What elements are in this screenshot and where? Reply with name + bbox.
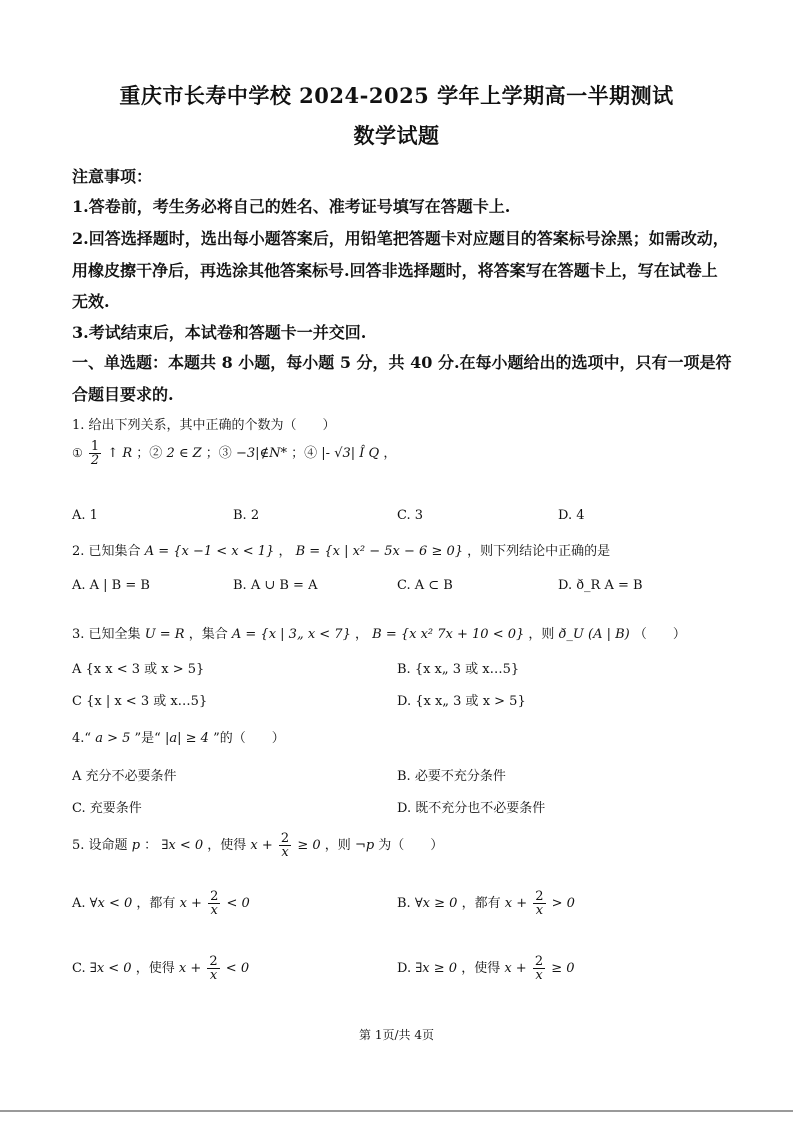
q1-sep-3: ；④ bbox=[291, 446, 318, 461]
q1-end: ， bbox=[383, 446, 397, 461]
notice-item-2-line-2: 用橡皮擦干净后，再选涂其他答案标号.回答非选择题时，将答案写在答题卡上，写在试卷上 bbox=[72, 261, 718, 280]
q5-option-d-ineq: ≥ 0 bbox=[551, 961, 575, 976]
q5-option-a bbox=[72, 890, 250, 917]
q3-sep: ， bbox=[355, 627, 369, 642]
q1-option-d: D. 4 bbox=[558, 508, 585, 523]
q5-option-a-label: A. bbox=[72, 896, 86, 911]
q5-option-a-quantifier: ∀x < 0 bbox=[89, 896, 133, 911]
q5-frac-num: 2 bbox=[280, 831, 290, 846]
q1-relation-1: ↑ R bbox=[107, 446, 133, 461]
q5-option-c-den: x bbox=[209, 968, 218, 983]
q5-option-b-label: B. bbox=[397, 896, 411, 911]
q1-fraction bbox=[89, 440, 101, 467]
q5-option-a-ineq: < 0 bbox=[226, 896, 250, 911]
q5-inequality: ≥ 0 bbox=[297, 838, 321, 853]
q3-stem-b: ，集合 bbox=[188, 627, 228, 642]
q2-set-b: B = {x | x² − 5x − 6 ≥ 0} bbox=[295, 544, 464, 559]
q1-sep-2: ；③ bbox=[205, 446, 232, 461]
q3-option-c: C {x | x < 3 或 x…5} bbox=[72, 694, 208, 709]
q4-stem-a: 4.“ bbox=[72, 731, 92, 746]
q3-paren: （ ） bbox=[633, 627, 686, 642]
notice-item-3: 3.考试结束后，本试卷和答题卡一并交回. bbox=[72, 323, 367, 342]
q5-option-d bbox=[397, 955, 575, 982]
q2-option-b: B. A ∪ B = A bbox=[233, 578, 318, 593]
q5-option-c-num: 2 bbox=[209, 954, 218, 969]
q3-set-b: B = {x x² 7x + 10 < 0} bbox=[372, 627, 525, 642]
q1-sep-1: ；② bbox=[136, 446, 163, 461]
q1-frac-num: 1 bbox=[90, 439, 100, 454]
q2-stem-b: ，则下列结论中正确的是 bbox=[467, 544, 611, 559]
q2-sep: ， bbox=[278, 544, 292, 559]
q3-expression: ð_U (A | B) bbox=[558, 627, 630, 642]
q5-option-c-quantifier: ∃x < 0 bbox=[89, 961, 132, 976]
q1-option-b: B. 2 bbox=[233, 508, 260, 523]
exam-title: 重庆市长寿中学校 2024-2025 学年上学期高一半期测试 bbox=[119, 83, 674, 108]
q2-option-d: D. ð_R A = B bbox=[558, 578, 643, 593]
page-number: 第 1页/共 4页 bbox=[359, 1028, 434, 1042]
q3-universal-set: U = R bbox=[144, 627, 185, 642]
exam-subtitle: 数学试题 bbox=[353, 123, 440, 148]
q4-stem bbox=[72, 727, 285, 746]
q5-option-b-quantifier: ∀x ≥ 0 bbox=[414, 896, 458, 911]
notice-heading: 注意事项： bbox=[72, 167, 153, 186]
q5-option-a-mid: ，都有 bbox=[136, 896, 176, 911]
q4-stem-c: ”的（ ） bbox=[213, 731, 285, 746]
q4-stem-b: ”是“ bbox=[134, 731, 161, 746]
q4-option-c: C. 充要条件 bbox=[72, 801, 142, 816]
q5-option-a-num: 2 bbox=[210, 889, 219, 904]
q1-circle-1: ① bbox=[72, 446, 83, 460]
q3-set-a: A = {x | 3„ x < 7} bbox=[231, 627, 351, 642]
bottom-divider bbox=[0, 1110, 793, 1112]
q5-option-b-fraction bbox=[533, 890, 545, 917]
q5-option-b-x: x + bbox=[504, 896, 528, 911]
q4-option-b: B. 必要不充分条件 bbox=[397, 769, 506, 784]
q5-option-b-num: 2 bbox=[535, 889, 544, 904]
q5-option-c-mid: ，使得 bbox=[135, 961, 175, 976]
q2-stem-a: 2. 已知集合 bbox=[72, 544, 141, 559]
q5-option-a-den: x bbox=[210, 903, 218, 918]
q2-set-a: A = {x −1 < x < 1} bbox=[144, 544, 275, 559]
q4-option-a: A 充分不必要条件 bbox=[72, 769, 177, 784]
notice-item-1: 1.答卷前，考生务必将自己的姓名、准考证号填写在答题卡上. bbox=[72, 197, 511, 216]
q5-option-b-ineq: > 0 bbox=[551, 896, 575, 911]
q2-option-a: A. A | B = B bbox=[72, 578, 150, 593]
q5-option-d-mid: ，使得 bbox=[461, 961, 501, 976]
q5-option-d-fraction bbox=[533, 955, 545, 982]
q5-negation: ¬p bbox=[354, 838, 375, 853]
q5-option-c bbox=[72, 955, 249, 982]
q5-option-d-quantifier: ∃x ≥ 0 bbox=[415, 961, 458, 976]
q4-condition-2: |a| ≥ 4 bbox=[164, 731, 209, 746]
q5-option-d-label: D. bbox=[397, 961, 412, 976]
q5-option-d-den: x bbox=[535, 968, 543, 983]
q5-proposition-p: p bbox=[131, 838, 141, 853]
q1-stem: 1. 给出下列关系，其中正确的个数为（ ） bbox=[72, 418, 336, 433]
q3-stem-c: ，则 bbox=[528, 627, 555, 642]
section-heading-line-2: 合题目要求的. bbox=[72, 385, 174, 404]
q2-option-c: C. A ⊂ B bbox=[397, 578, 453, 593]
q5-option-d-num: 2 bbox=[534, 954, 544, 969]
q1-frac-den: 2 bbox=[90, 453, 100, 468]
q5-option-c-ineq: < 0 bbox=[225, 961, 250, 976]
q5-option-b-den: x bbox=[535, 903, 544, 918]
q5-stem-d: ，则 bbox=[324, 838, 351, 853]
q5-condition: ∃x < 0 bbox=[161, 838, 204, 853]
q1-relations bbox=[72, 440, 396, 467]
notice-item-2-line-1: 2.回答选择题时，选出每小题答案后，用铅笔把答题卡对应题目的答案标号涂黑；如需改动， bbox=[72, 229, 729, 248]
q3-option-b: B. {x x„ 3 或 x…5} bbox=[397, 662, 520, 677]
q5-stem bbox=[72, 832, 443, 859]
q5-stem-a: 5. 设命题 bbox=[72, 838, 128, 853]
q3-option-d: D. {x x„ 3 或 x > 5} bbox=[397, 694, 526, 709]
q4-option-d: D. 既不充分也不必要条件 bbox=[397, 801, 546, 816]
q5-stem-e: 为（ ） bbox=[378, 838, 444, 853]
q3-option-a: A {x x < 3 或 x > 5} bbox=[72, 662, 205, 677]
q1-relation-4: |- √3| Î Q bbox=[321, 446, 380, 461]
section-heading-line-1: 一、单选题：本题共 8 小题，每小题 5 分，共 40 分.在每小题给出的选项中，只有一项是符 bbox=[72, 353, 732, 372]
q5-option-c-fraction bbox=[207, 955, 219, 982]
q5-fraction bbox=[279, 832, 291, 859]
q5-option-c-x: x + bbox=[178, 961, 202, 976]
q5-stem-b: ： bbox=[144, 838, 158, 853]
q1-option-a: A. 1 bbox=[72, 508, 98, 523]
q5-option-b bbox=[397, 890, 575, 917]
q2-stem bbox=[72, 540, 610, 559]
q4-condition-1: a > 5 bbox=[95, 731, 131, 746]
q5-option-b-mid: ，都有 bbox=[461, 896, 501, 911]
q3-stem-a: 3. 已知全集 bbox=[72, 627, 141, 642]
q5-option-a-x: x + bbox=[179, 896, 202, 911]
q3-stem bbox=[72, 623, 686, 642]
q1-relation-3: −3|∉N* bbox=[235, 446, 287, 461]
q5-stem-c: ，使得 bbox=[207, 838, 247, 853]
q1-option-c: C. 3 bbox=[397, 508, 424, 523]
q5-option-c-label: C. bbox=[72, 961, 86, 976]
q5-expr-x: x + bbox=[250, 838, 273, 853]
q5-option-d-x: x + bbox=[504, 961, 527, 976]
q5-option-a-fraction bbox=[208, 890, 220, 917]
q1-relation-2: 2 ∈ Z bbox=[166, 446, 202, 461]
notice-item-2-line-3: 无效. bbox=[72, 292, 110, 311]
q5-frac-den: x bbox=[281, 845, 289, 860]
